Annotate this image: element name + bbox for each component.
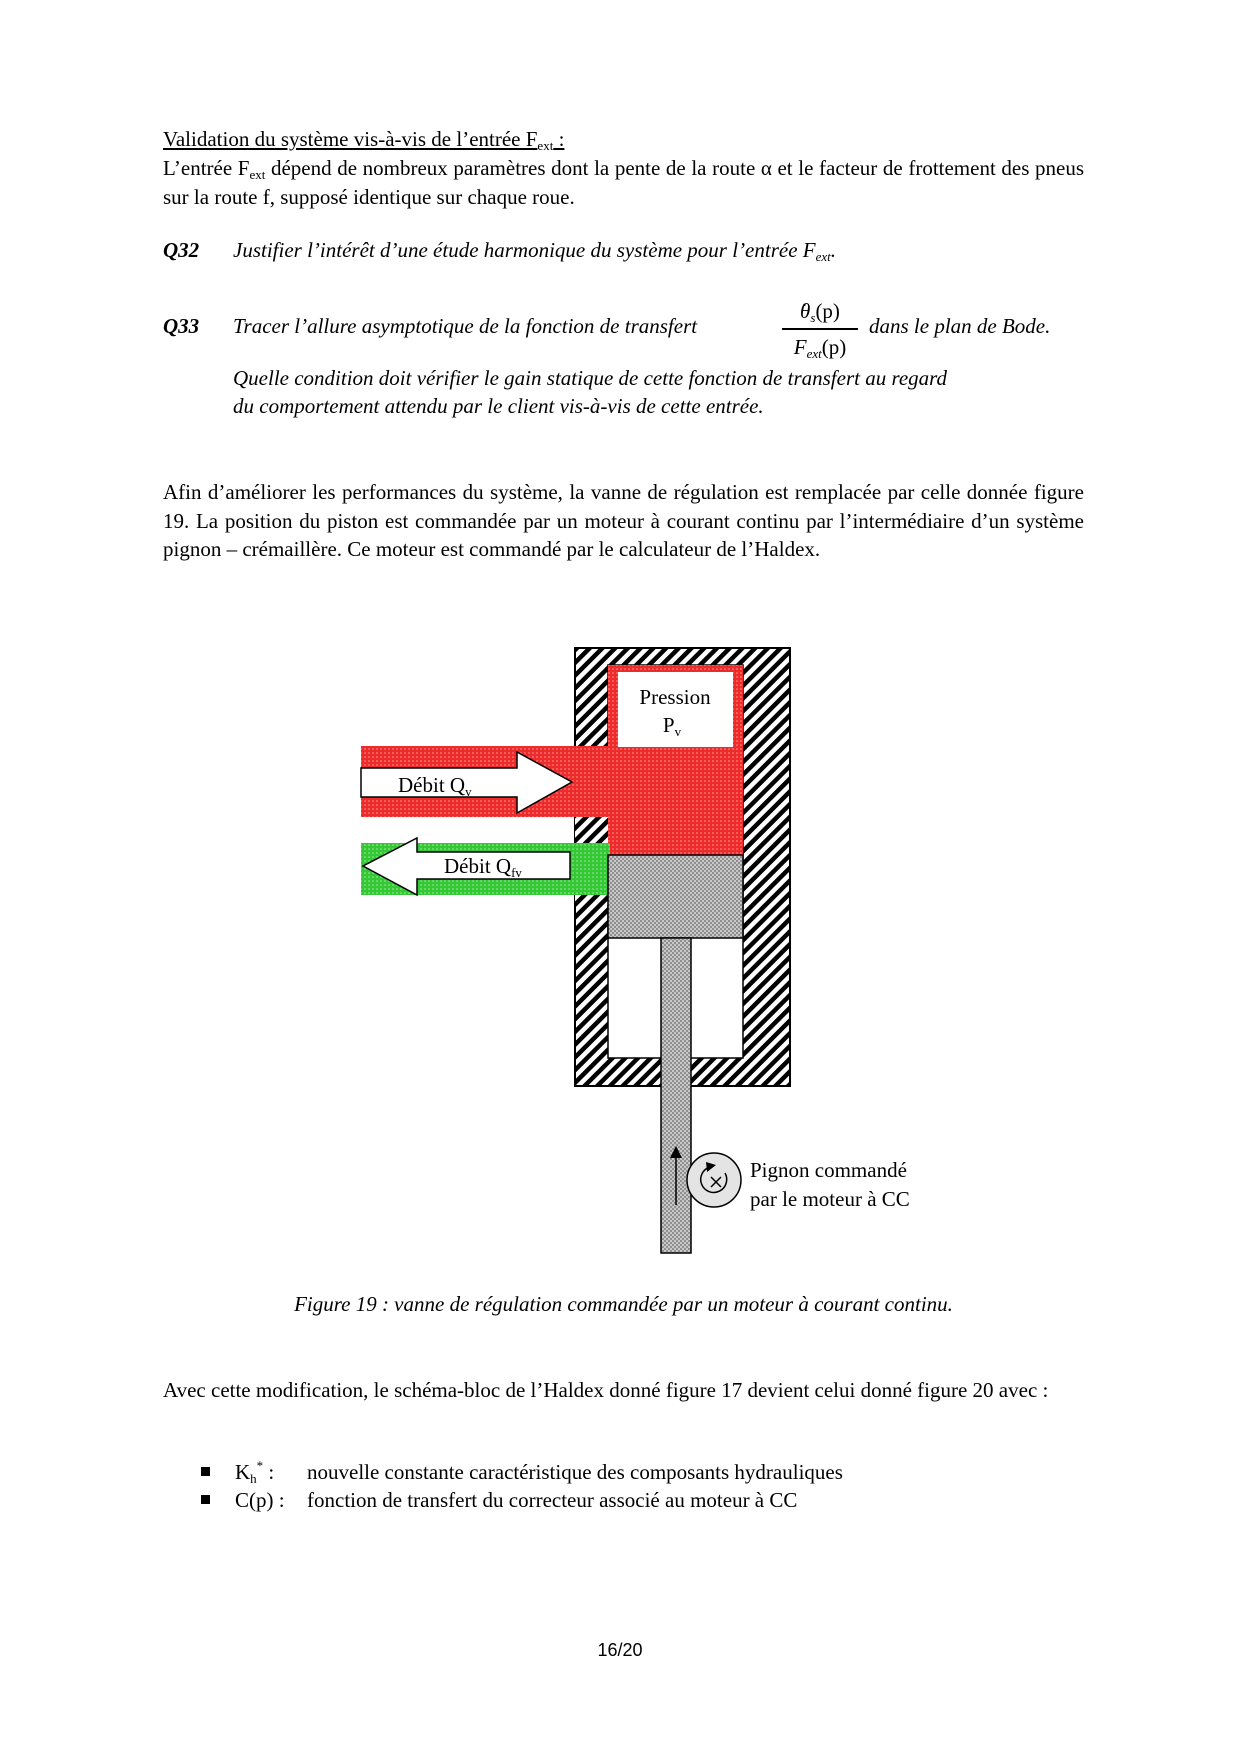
modification-paragraph: Avec cette modification, le schéma-bloc de l’Haldex donné figure 17 devient celui donné figure 20 avec :	[163, 1378, 1049, 1402]
bullet-desc-cp: fonction de transfert du correcteur associé au moteur à CC	[307, 1488, 798, 1512]
question-text-q33-line2: Quelle condition doit vérifier le gain statique de cette fonction de transfert au regard	[233, 366, 948, 390]
bullet-desc-kh: nouvelle constante caractéristique des composants hydrauliques	[307, 1460, 843, 1484]
question-text-q33-end: dans le plan de Bode.	[869, 314, 1051, 338]
question-text-q33-line3: du comportement attendu par le client vis-à-vis de cette entrée.	[233, 394, 764, 418]
validation-paragraph: L’entrée $F_{ext}$ dépend de nombreux paramètres dont la pente de la route α et le facteur de frottement des pneus sur la route f, supposé identique sur chaque roue.	[163, 156, 1084, 209]
fraction-denominator: $F_{ext}(p)$	[793, 334, 847, 361]
debit-qv-label: Débit Qv	[398, 773, 472, 799]
question-label-q32: Q32	[163, 238, 200, 262]
piston-rod	[661, 938, 691, 1253]
question-text-q32: Justifier l’intérêt d’une étude harmonique du système pour l’entrée $F_{ext}$.	[233, 238, 837, 264]
pignon-label-line1: Pignon commandé	[750, 1158, 907, 1182]
bullet-icon	[201, 1467, 210, 1476]
pignon-label-line2: par le moteur à CC	[750, 1187, 910, 1211]
question-label-q33: Q33	[163, 314, 200, 338]
pressure-var: Pv	[662, 713, 682, 739]
bullet-term-kh: $K_h^*$ :	[235, 1458, 275, 1486]
pressure-label: Pression	[639, 685, 711, 709]
wall-segment	[575, 895, 608, 905]
question-text-q33: Tracer l’allure asymptotique de la fonction de transfert	[233, 314, 698, 338]
intro-paragraph: Afin d’améliorer les performances du système, la vanne de régulation est remplacée par celle donnée figure 19. La position du piston est commandée par un moteur à courant continu par l’intermédiaire d’un système pignon – crémaillère. Ce moteur est commandé par le calculateur de l’Haldex.	[163, 480, 1084, 561]
piston-head	[608, 855, 743, 938]
section-heading: Validation du système vis-à-vis de l’entrée $F_{ext}$ :	[163, 127, 565, 153]
bullet-icon	[201, 1495, 210, 1504]
page-number: 16/20	[597, 1640, 643, 1660]
debit-qfv-label: Débit Qfv	[444, 854, 522, 880]
fraction-numerator: . $\theta_s(p)$	[782, 296, 858, 326]
figure-caption: Figure 19 : vanne de régulation commandée par un moteur à courant continu.	[294, 1292, 953, 1316]
bullet-term-cp: C(p) :	[235, 1488, 285, 1512]
wall-segment	[575, 817, 608, 843]
